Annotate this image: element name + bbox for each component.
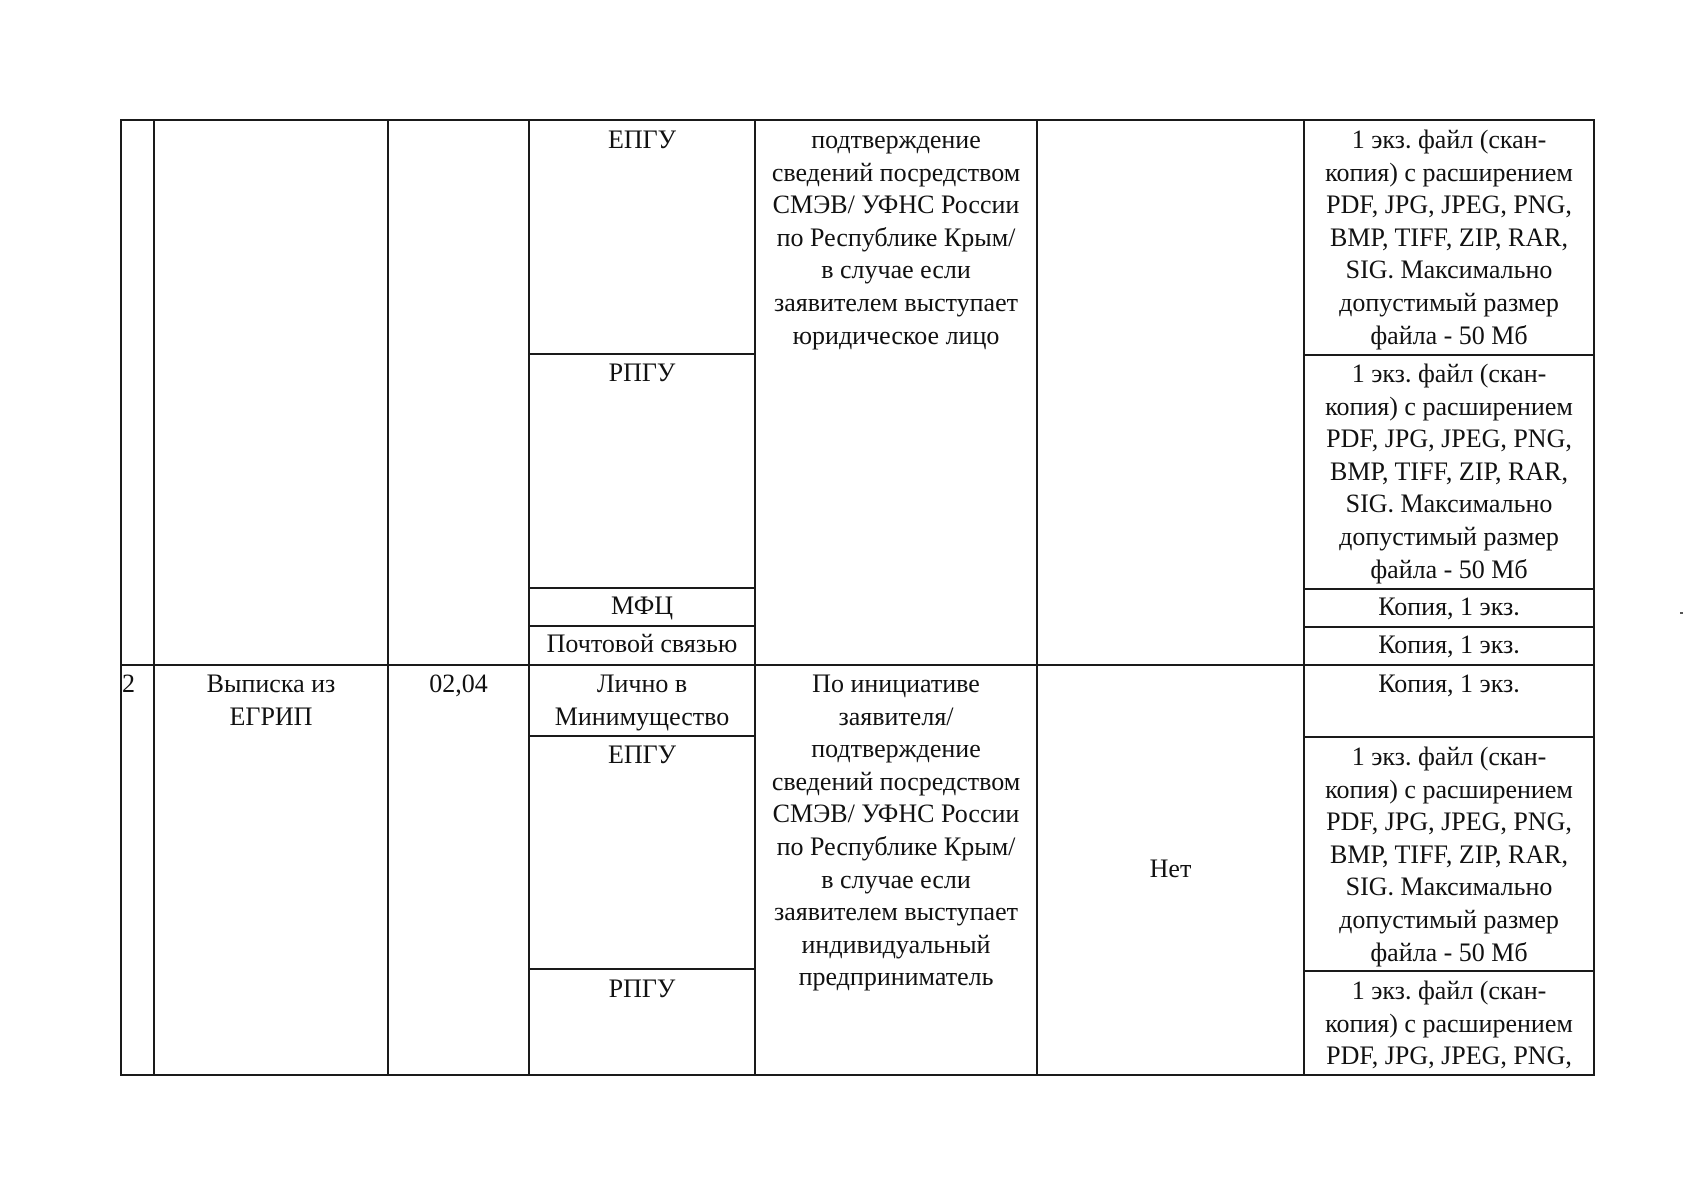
form-cell-epgu-2: 1 экз. файл (скан- копия) с расширением PDF, JPG, JPEG, PNG, BMP, TIFF, ZIP, RAR, SIG. Максимально допустимый размер файла - 50 Мб <box>1325 742 1573 967</box>
channel-cell-epgu: ЕПГУ <box>607 125 677 154</box>
row-line-form-e <box>1303 970 1593 972</box>
row-number: 2 <box>122 669 135 698</box>
channel-cell-personal: Лично в Минимущество <box>554 669 730 731</box>
table-border-left <box>120 119 122 1076</box>
form-cell-rpgu-2: 1 экз. файл (скан- копия) с расширением PDF, JPG, JPEG, PNG, <box>1325 976 1573 1071</box>
form-cell-personal: Копия, 1 экз. <box>1378 669 1520 698</box>
channel-cell-rpgu-2: РПГУ <box>608 974 676 1003</box>
channel-cell-rpgu: РПГУ <box>608 358 676 387</box>
requirement-cell: Нет <box>1149 854 1192 883</box>
form-cell-epgu: 1 экз. файл (скан- копия) с расширением PDF, JPG, JPEG, PNG, BMP, TIFF, ZIP, RAR, SIG. Максимально допустимый размер файла - 50 Мб <box>1325 125 1573 350</box>
scan-speck <box>1680 612 1683 614</box>
row-separator <box>120 664 1595 666</box>
row-line-form-a <box>1303 354 1593 356</box>
table-border-right <box>1593 119 1595 1076</box>
row-line-form-d <box>1303 736 1593 738</box>
form-cell-mfc: Копия, 1 экз. <box>1378 592 1520 621</box>
row-line-form-c <box>1303 626 1593 628</box>
table-col-line-2 <box>387 119 389 1076</box>
row-line-channel-e <box>528 968 754 970</box>
row-line-channel-b <box>528 587 754 589</box>
row-line-form-b <box>1303 588 1593 590</box>
basis-cell-top: подтверждение сведений посредством СМЭВ/ УФНС России по Республике Крым/ в случае если заявителем выступает юридическое лицо <box>771 125 1021 350</box>
row-line-channel-d <box>528 735 754 737</box>
row-line-channel-a <box>528 353 754 355</box>
document-name: Выписка из ЕГРИП <box>206 669 336 731</box>
channel-cell-mfc: МФЦ <box>610 591 674 620</box>
basis-cell-row2: По инициативе заявителя/ подтверждение сведений посредством СМЭВ/ УФНС России по Республике Крым/ в случае если заявителем выступает индивидуальный предприниматель <box>771 669 1021 992</box>
channel-cell-post: Почтовой связью <box>546 629 738 658</box>
table-border-bottom <box>120 1074 1595 1076</box>
row-line-channel-c <box>528 625 754 627</box>
channel-cell-epgu-2: ЕПГУ <box>607 740 677 769</box>
document-code: 02,04 <box>429 669 488 698</box>
table-col-line-5 <box>1036 119 1038 1076</box>
table-col-line-1 <box>153 119 155 1076</box>
form-cell-post: Копия, 1 экз. <box>1378 630 1520 659</box>
form-cell-rpgu: 1 экз. файл (скан- копия) с расширением PDF, JPG, JPEG, PNG, BMP, TIFF, ZIP, RAR, SIG. Максимально допустимый размер файла - 50 Мб <box>1325 359 1573 584</box>
table-border-top <box>120 119 1595 121</box>
